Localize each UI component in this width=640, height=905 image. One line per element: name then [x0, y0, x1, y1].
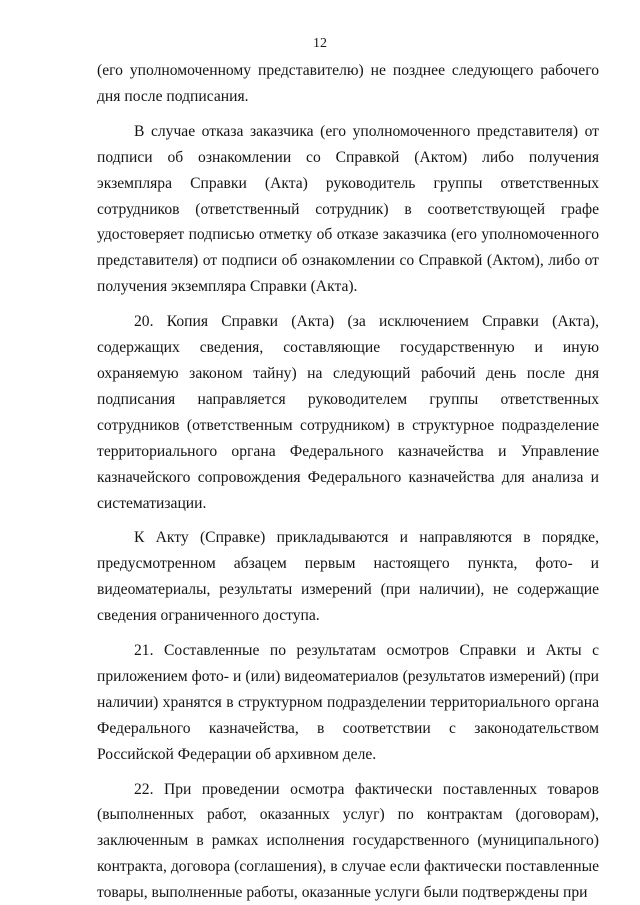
- paragraph-continuation: (его уполномоченному представителю) не позднее следующего рабочего дня после подписания.: [97, 62, 599, 105]
- paragraph-item-20: 20. Копия Справки (Акта) (за исключением Справки (Акта), содержащих сведения, составляющие государственную и иную охраняемую законом тайну) на следующий рабочий день после дня подписания направляется руководителем группы ответственных сотрудников (ответственным сотрудником) в структурное подразделение территориального органа Федерального казначейства и Управление казначейского сопровождения Федерального казначейства для анализа и систематизации.: [97, 313, 599, 512]
- paragraph-item-22: 22. При проведении осмотра фактически поставленных товаров (выполненных работ, оказанных услуг) по контрактам (договорам), заключенным в рамках исполнения государственного (муниципального) контракта, договора (соглашения), в случае если фактически поставленные товары, выполненные работы, оказанные услуги были подтверждены при: [97, 780, 599, 902]
- paragraph-attachments: К Акту (Справке) прикладываются и направляются в порядке, предусмотренном абзацем первым настоящего пункта, фото- и видеоматериалы, результаты измерений (при наличии), не содержащие сведения ограниченного доступа.: [97, 529, 599, 625]
- paragraph-refusal-signature: В случае отказа заказчика (его уполномоченного представителя) от подписи об ознакомлении со Справкой (Актом) либо получения экземпляра Справки (Акта) руководитель группы ответственных сотрудников (ответственный сотрудник) в соответствующей графе удостоверяет подписью отметку об отказе заказчика (его уполномоченного представителя) от подписи об ознакомлении со Справкой (Актом), либо от получения экземпляра Справки (Акта).: [97, 122, 599, 296]
- paragraph-item-21: 21. Составленные по результатам осмотров Справки и Акты с приложением фото- и (или) видеоматериалов (результатов измерений) (при наличии) хранятся в структурном подразделении территориального органа Федерального казначейства, в соответствии с законодательством Российской Федерации об архивном деле.: [97, 642, 599, 763]
- document-body: [97, 58, 599, 905]
- page-number: 12: [313, 36, 327, 51]
